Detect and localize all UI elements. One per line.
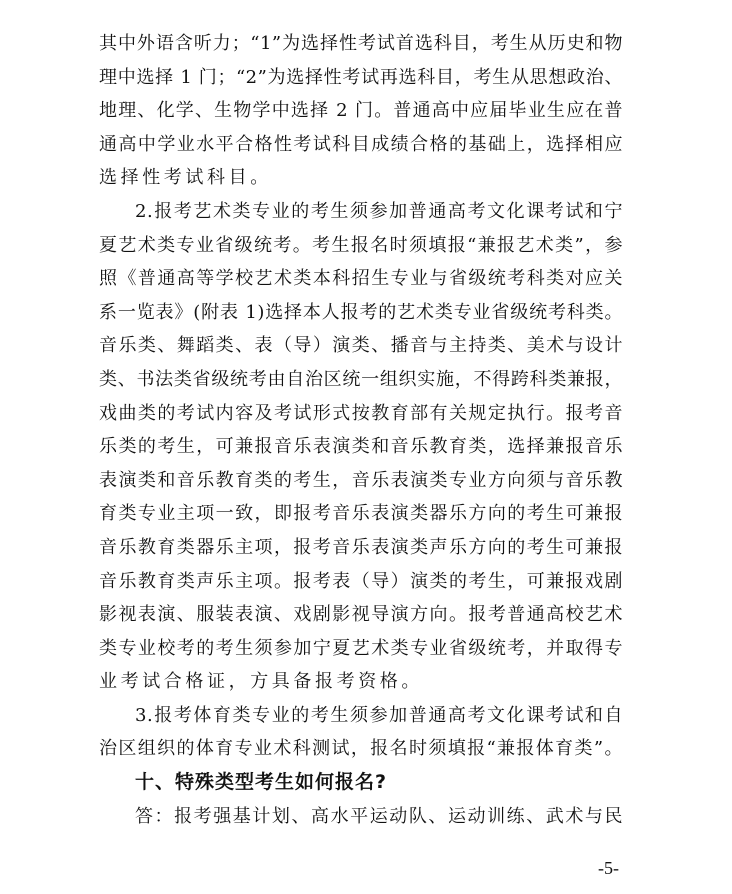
text-line: 系一览表》(附表 1)选择本人报考的艺术类专业省级统考科类。 [99,301,623,323]
text-line: 业考试合格证，方具备报考资格。 [99,671,423,693]
text-line: 通高中学业水平合格性考试科目成绩合格的基础上，选择相应 [99,133,623,155]
text-line: 其中外语含听力；“1”为选择性考试首选科目，考生从历史和物 [99,33,623,54]
text-line: 3.报考体育类专业的考生须参加普通高考文化课考试和自 [135,704,623,726]
text-line: 类专业校考的考生须参加宁夏艺术类专业省级统考，并取得专 [99,637,623,659]
text-line: 答：报考强基计划、高水平运动队、运动训练、武术与民 [135,805,623,827]
text-line: 音乐教育类器乐主项，报考音乐表演类声乐方向的考生可兼报 [99,536,623,558]
paragraph-subject-selection [99,27,623,195]
text-line: 音乐教育类声乐主项。报考表（导）演类的考生，可兼报戏剧 [99,570,623,592]
text-line: 表演类和音乐教育类的考生，音乐表演类专业方向须与音乐教 [99,469,623,491]
text-line: 治区组织的体育专业术科测试，报名时须填报“兼报体育类”。 [99,738,623,760]
text-line: 乐类的考生，可兼报音乐表演类和音乐教育类，选择兼报音乐 [99,436,623,458]
document-body [99,27,623,833]
paragraph-answer [99,800,623,834]
paragraph-sports-majors [99,699,623,766]
text-line: 2.报考艺术类专业的考生须参加普通高考文化课考试和宁 [135,200,623,222]
text-line: 照《普通高等学校艺术类本科招生专业与省级统考科类对应关 [99,268,623,290]
text-line: 影视表演、服装表演、戏剧影视导演方向。报考普通高校艺术 [99,604,623,626]
section-heading: 十、特殊类型考生如何报名? [135,771,388,794]
text-line: 育类专业主项一致，即报考音乐表演类器乐方向的考生可兼报 [99,503,623,525]
text-line: 音乐类、舞蹈类、表（导）演类、播音与主持类、美术与设计 [99,335,623,357]
paragraph-art-majors [99,195,623,699]
text-line: 戏曲类的考试内容及考试形式按教育部有关规定执行。报考音 [99,402,623,424]
text-line: 类、书法类省级统考由自治区统一组织实施，不得跨科类兼报， [99,368,623,390]
text-line: 选择性考试科目。 [99,167,272,189]
text-line: 理中选择 1 门；“2”为选择性考试再选科目，考生从思想政治、 [99,66,623,88]
text-line: 夏艺术类专业省级统考。考生报名时须填报“兼报艺术类”，参 [99,234,623,256]
text-line: 地理、化学、生物学中选择 2 门。普通高中应届毕业生应在普 [99,100,623,122]
page-number: -5- [598,858,619,878]
